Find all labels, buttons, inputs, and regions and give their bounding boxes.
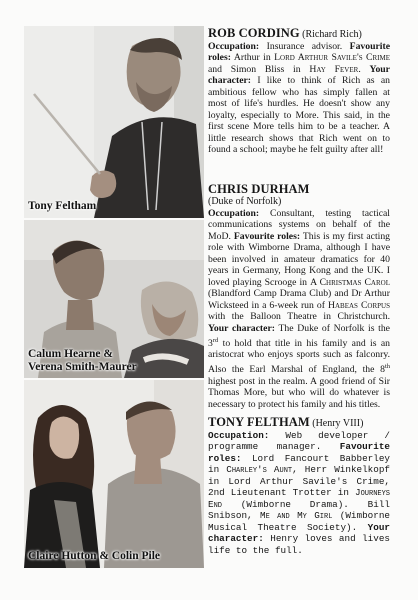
bio-chris-durham [208, 182, 390, 410]
roles-text-1: This is my first acting role with Wimborne Drama, although I have been involved in amateur dramatics for 40 years in Germany, Hong Kong and the UK. I loved playing Scrooge in [208, 230, 391, 288]
bio-body [208, 430, 390, 557]
roles-text-1: Arthur in [233, 52, 275, 64]
caption-verena-line: Verena Smith-Maurer [28, 361, 137, 373]
occupation-label: Occupation: [208, 207, 260, 219]
roles-text-3: (Wimborne Drama). Bill Snibson, [208, 498, 390, 522]
your-character-label: Your character: [208, 63, 390, 87]
bio-body [208, 41, 390, 156]
character-name: (Henry VIII) [312, 418, 364, 429]
character-text-3: highest post in the realm. A good friend of Sir Thomas More, but who will do whatever is necessary to protect his family and his titles. [208, 375, 390, 410]
roles-text-2: (Blandford Camp Drama Club) and Dr Arthur Wicksteed in a 6-week run of [208, 288, 390, 311]
roles-title-2: Habeas Corpus [327, 299, 390, 311]
photo-claire-colin-image [24, 380, 204, 568]
favourite-roles-label: Favourite roles: [208, 40, 391, 64]
character-text-2: to hold that title in his family and is an aristocrat who enjoys sports such as falconry. Also the Earl Marshal of England, the 8 [208, 337, 390, 376]
roles-title-2: Journeys End [208, 487, 390, 510]
roles-text-3: . [358, 63, 361, 75]
caption-claire-colin: Claire Hutton & Colin Pile [28, 550, 161, 562]
character-text-1: The Duke of Norfolk is the 3 [208, 323, 390, 349]
occupation-text: Consultant, testing tactical communications systems on behalf of the MoD. [208, 207, 391, 242]
superscript-th: th [384, 362, 390, 370]
photo-tony-feltham [24, 26, 204, 218]
roles-text-2: , Herr Winkelkopf in Lord Arthur Savile's Crime, 2nd Lieutenant Trotter in [208, 464, 390, 499]
actor-name: TONY FELTHAM [208, 415, 310, 429]
roles-title-1: Lord Arthur Savile's Crime [274, 52, 390, 64]
photo-calum-verena [24, 220, 204, 378]
your-character-label: Your character: [208, 323, 275, 335]
character-text: Henry loves and lives life to the full. [208, 533, 390, 556]
bio-tony-feltham [208, 415, 390, 556]
superscript-rd: rd [212, 336, 219, 344]
roles-title-3: Me and My Girl [260, 510, 333, 522]
actor-name: CHRIS DURHAM [208, 182, 310, 196]
occupation-text: Insurance advisor. [266, 40, 343, 52]
your-character-label: Your character: [208, 521, 390, 545]
caption-calum-verena [28, 348, 137, 374]
favourite-roles-label: Favourite roles: [233, 230, 301, 242]
character-text: I like to think of Rich as an ambitious fellow who has simply fallen at most of life's hurdles. He doesn't show any loyalty, especially to More. This said, in the first scene More tells him to be a teacher. A little research shows that Rich went on to found a school; maybe he felt guilty after all! [208, 75, 390, 156]
bio-heading [208, 26, 390, 41]
actor-name: ROB CORDING [208, 26, 300, 40]
caption-calum-line: Calum Hearne & [28, 348, 113, 360]
bio-rob-cording [208, 26, 390, 156]
favourite-roles-label: Favourite roles: [208, 441, 390, 464]
occupation-label: Occupation: [208, 429, 270, 441]
roles-title-2: Hay Fever [309, 63, 359, 75]
character-name: (Richard Rich) [302, 29, 362, 40]
bio-body [208, 208, 390, 411]
roles-text-2: and Simon Bliss in [208, 63, 310, 75]
bio-heading [208, 415, 390, 430]
photo-claire-colin [24, 380, 204, 568]
roles-text-4: (Wimborne Musical Theatre Society). [208, 510, 390, 533]
photo-tony-feltham-image [24, 26, 204, 218]
roles-text-1: Lord Fancourt Babberley in [208, 452, 390, 476]
roles-text-3: with the Balloon Theatre in Christchurch. [208, 311, 390, 323]
roles-title-1: Charley's Aunt [226, 464, 293, 476]
roles-title-1: A Christmas Carol [310, 276, 390, 288]
occupation-text: Web developer / programme manager. [208, 429, 390, 453]
caption-tony-feltham: Tony Feltham [28, 200, 97, 212]
character-name: (Duke of Norfolk) [208, 196, 282, 207]
occupation-label: Occupation: [208, 40, 260, 52]
